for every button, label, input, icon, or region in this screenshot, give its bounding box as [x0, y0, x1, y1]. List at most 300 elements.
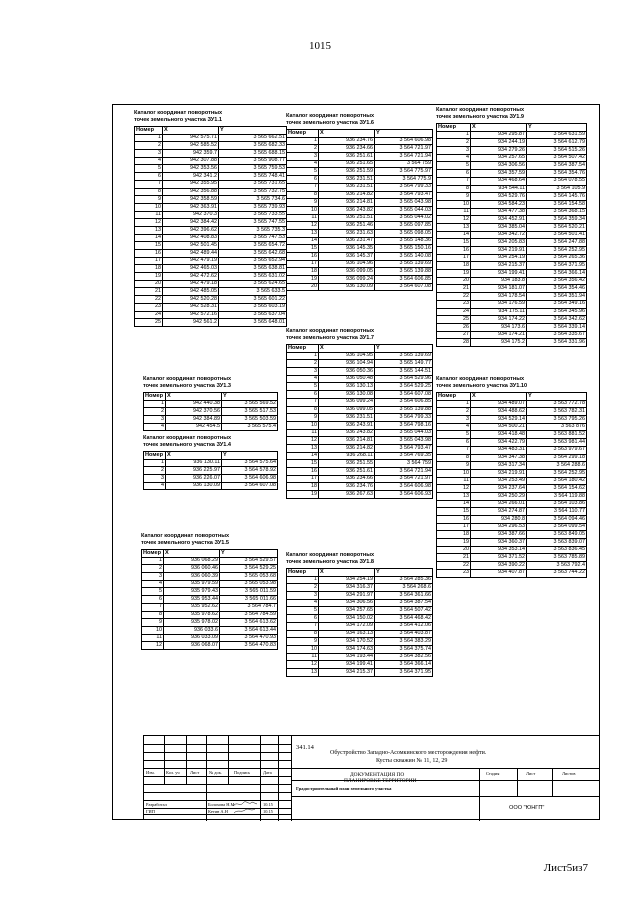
table-header-row [142, 550, 278, 558]
doc-title-line-2: ПЛАНИРОВКЕ ТЕРРИТОРИИ [344, 778, 417, 784]
coord-y: 3 564 606.85 [375, 276, 433, 284]
point-number: 25 [437, 316, 471, 324]
table-row [437, 400, 587, 408]
point-number: 21 [135, 288, 163, 296]
table-row [135, 211, 287, 219]
coordinates-table [286, 568, 433, 677]
table-row [437, 131, 587, 139]
coord-x: 936 145.37 [319, 253, 375, 261]
coord-x: 934 489.07 [471, 400, 527, 408]
sheets-total-header: Листов [562, 771, 576, 776]
point-number: 11 [437, 477, 471, 485]
table-row [437, 431, 587, 439]
table-row [437, 270, 587, 278]
catalog-zu14 [143, 435, 278, 490]
coord-y: 3 564 606.98 [222, 475, 278, 483]
point-number: 20 [437, 546, 471, 554]
table-row [437, 523, 587, 531]
column-header-num: Номер [287, 345, 319, 353]
point-number: 3 [142, 573, 164, 581]
coord-y: 3 564 265.36 [527, 254, 587, 262]
table-row [144, 459, 278, 467]
coord-y: 3 565 732.75 [219, 188, 287, 196]
coord-y: 3 564 507.42 [375, 607, 433, 615]
point-number: 6 [135, 173, 163, 181]
role-developer: Разработал [146, 802, 167, 807]
coord-x: 936 251.51 [319, 214, 375, 222]
role-chief-engineer: ГИП [146, 809, 155, 814]
point-number: 17 [437, 523, 471, 531]
coord-y: 3 565 731.65 [219, 180, 287, 188]
coord-x: 942 307.88 [163, 157, 219, 165]
point-number: 24 [437, 308, 471, 316]
point-number: 16 [135, 250, 163, 258]
column-header-num: Номер [287, 569, 319, 577]
signature-2-icon [232, 807, 258, 815]
point-number: 7 [437, 177, 471, 185]
coord-x: 934 219.91 [471, 247, 527, 255]
header-doc-number: № док. [209, 770, 222, 775]
doc-title-line-1: ДОКУМЕНТАЦИЯ ПО [350, 772, 405, 778]
catalog-title [286, 552, 433, 566]
table-row [287, 237, 433, 245]
catalog-title-line: точек земельного участка ЗУ1.1 [134, 117, 222, 123]
table-row [287, 276, 433, 284]
coordinates-table [143, 451, 278, 490]
coord-x: 934 181.07 [471, 285, 527, 293]
point-number: 7 [437, 446, 471, 454]
coord-y: 3 564 606.85 [375, 398, 433, 406]
coord-x: 942 358.59 [163, 196, 219, 204]
point-number: 1 [437, 131, 471, 139]
table-header-row [287, 345, 433, 353]
coord-y: 3 564 759 [375, 460, 433, 468]
column-header-y: Y [527, 124, 587, 132]
catalog-zu11 [134, 110, 287, 327]
catalog-title-line: Каталог координат поворотных [436, 107, 525, 113]
table-row [287, 661, 433, 669]
column-header-y: Y [222, 452, 278, 460]
point-number: 5 [287, 607, 319, 615]
coord-x: 934 250.29 [471, 492, 527, 500]
table-row [437, 516, 587, 524]
table-row [287, 391, 433, 399]
coord-y: 3 564 784.59 [220, 611, 278, 619]
point-number: 8 [135, 188, 163, 196]
column-header-num: Номер [135, 127, 163, 135]
coord-x: 934 205.83 [471, 239, 527, 247]
table-row [287, 483, 433, 491]
coord-x: 934 500.21 [471, 423, 527, 431]
page-number: 1015 [309, 40, 331, 52]
coord-x: 936 226.07 [166, 475, 222, 483]
coord-y: 3 564 371.95 [527, 262, 587, 270]
coord-x: 936 214.82 [319, 444, 375, 452]
coord-y: 3 565 044.03 [375, 206, 433, 214]
coord-y: 3 564 578.92 [222, 467, 278, 475]
table-row [287, 368, 433, 376]
coord-y: 3 564 180.42 [527, 477, 587, 485]
project-line-2: Кусты скважин № 11, 12, 29 [376, 758, 448, 764]
point-number: 9 [142, 619, 164, 627]
coord-x: 936 234.66 [319, 475, 375, 483]
coord-x: 936 231.51 [319, 176, 375, 184]
coord-x: 935 979.43 [164, 588, 220, 596]
point-number: 6 [437, 439, 471, 447]
coord-x: 934 257.65 [319, 607, 375, 615]
point-number: 8 [437, 185, 471, 193]
coord-y: 3 564 769.35 [375, 452, 433, 460]
coord-x: 935 979.59 [164, 580, 220, 588]
coord-y: 3 565 601.22 [219, 296, 287, 304]
coord-y: 3 564 529.57 [220, 557, 278, 565]
point-number: 13 [135, 226, 163, 234]
coord-x: 934 237.64 [471, 485, 527, 493]
coord-x: 934 172.09 [319, 622, 375, 630]
table-row [135, 173, 287, 181]
table-row [287, 607, 433, 615]
coord-y: 3 563 849.05 [527, 531, 587, 539]
coord-y: 3 565 503.59 [222, 416, 278, 424]
coord-x: 936 130.11 [166, 459, 222, 467]
coord-y: 3 564 799.33 [375, 414, 433, 422]
table-row [142, 611, 278, 619]
point-number: 12 [287, 661, 319, 669]
catalog-title-line: точек земельного участка ЗУ1.8 [286, 559, 374, 565]
point-number: 10 [135, 203, 163, 211]
coord-y: 3 564 612.79 [527, 139, 587, 147]
point-number: 11 [287, 429, 319, 437]
catalog-title [436, 107, 587, 121]
table-row [287, 191, 433, 199]
coord-x: 934 353.14 [471, 546, 527, 554]
coord-x: 936 268.11 [319, 452, 375, 460]
point-number: 2 [437, 408, 471, 416]
point-number: 3 [287, 153, 319, 161]
coord-x: 936 033.09 [164, 634, 220, 642]
coord-y: 3 564 721.94 [375, 153, 433, 161]
header-list: Лист [190, 770, 200, 775]
table-row [287, 475, 433, 483]
stage-header: Стадия [486, 771, 500, 776]
coord-x: 935 953.44 [164, 596, 220, 604]
coord-x: 934 422.79 [471, 439, 527, 447]
coord-y: 3 565 575.4 [222, 423, 278, 431]
table-row [287, 222, 433, 230]
coord-x: 934 347.38 [471, 454, 527, 462]
point-number: 4 [287, 599, 319, 607]
column-header-num: Номер [144, 452, 166, 460]
coord-y: 3 564 529.25 [220, 565, 278, 573]
coord-x: 934 174.21 [471, 331, 527, 339]
point-number: 2 [142, 565, 164, 573]
coord-x: 934 257.65 [471, 154, 527, 162]
coordinates-table [286, 344, 433, 499]
point-number: 2 [437, 139, 471, 147]
table-row [437, 177, 587, 185]
coordinates-table [141, 549, 278, 650]
point-number: 15 [437, 239, 471, 247]
column-header-y: Y [527, 393, 587, 401]
point-number: 3 [135, 150, 163, 158]
coord-x: 936 099.05 [319, 268, 375, 276]
table-row [437, 223, 587, 231]
coord-y: 3 564 470.83 [220, 642, 278, 650]
coord-x: 942 575.71 [163, 134, 219, 142]
table-row [287, 206, 433, 214]
table-row [437, 147, 587, 155]
point-number: 19 [287, 491, 319, 499]
table-row [437, 308, 587, 316]
point-number: 19 [287, 276, 319, 284]
point-number: 24 [135, 311, 163, 319]
point-number: 6 [142, 596, 164, 604]
table-row [437, 185, 587, 193]
table-row [287, 145, 433, 153]
coord-y: 3 564 247.88 [527, 239, 587, 247]
point-number: 10 [287, 206, 319, 214]
column-header-x: X [163, 127, 219, 135]
table-row [437, 469, 587, 477]
coord-x: 934 174.22 [471, 316, 527, 324]
coord-x: 942 472.62 [163, 273, 219, 281]
coord-x: 934 176.59 [471, 300, 527, 308]
column-header-x: X [166, 452, 222, 460]
coord-y: 3 565 053.68 [220, 573, 278, 581]
coord-y: 3 564 366.14 [375, 661, 433, 669]
point-number: 1 [287, 137, 319, 145]
table-row [437, 285, 587, 293]
coord-x: 934 529.76 [471, 193, 527, 201]
coord-y: 3 564 529.25 [375, 383, 433, 391]
table-row [287, 268, 433, 276]
coord-y: 3 564 119.88 [527, 492, 587, 500]
table-row [287, 653, 433, 661]
coord-x: 934 178.54 [471, 293, 527, 301]
coord-x: 942 359.7 [163, 150, 219, 158]
coordinates-table [286, 129, 433, 291]
table-row [142, 565, 278, 573]
point-number: 4 [144, 423, 166, 431]
coord-y: 3 564 252.95 [527, 469, 587, 477]
coord-x: 936 130.09 [166, 482, 222, 490]
coord-y: 3 564 342.62 [527, 316, 587, 324]
coord-x: 934 360.37 [471, 539, 527, 547]
column-header-x: X [319, 130, 375, 138]
coord-y: 3 564 299.18 [527, 454, 587, 462]
coord-y: 3 565 733.55 [219, 211, 287, 219]
point-number: 16 [437, 516, 471, 524]
coord-x: 942 572.16 [163, 311, 219, 319]
table-row [135, 303, 287, 311]
coord-x: 934 175.11 [471, 308, 527, 316]
coord-x: 934 342.72 [471, 231, 527, 239]
coord-y: 3 564 339.14 [527, 323, 587, 331]
point-number: 17 [135, 257, 163, 265]
coord-x: 934 306.56 [319, 599, 375, 607]
table-header-row [135, 127, 287, 135]
coord-y: 3 564 154.62 [527, 485, 587, 493]
table-row [287, 153, 433, 161]
coord-x: 934 215.37 [471, 262, 527, 270]
coord-y: 3 565 631.02 [219, 273, 287, 281]
column-header-x: X [164, 550, 220, 558]
table-row [142, 580, 278, 588]
coord-y: 3 565 044.03 [375, 429, 433, 437]
point-number: 5 [287, 168, 319, 176]
table-row [287, 599, 433, 607]
coord-y: 3 564 368.15 [527, 208, 587, 216]
point-number: 11 [287, 214, 319, 222]
table-row [437, 139, 587, 147]
coord-y: 3 565 748.41 [219, 173, 287, 181]
coord-y: 3 564 631.59 [527, 131, 587, 139]
table-row [287, 398, 433, 406]
table-header-row [144, 452, 278, 460]
table-row [287, 183, 433, 191]
coord-y: 3 565 140.08 [375, 253, 433, 261]
coord-y: 3 565 747.55 [219, 219, 287, 227]
point-number: 7 [287, 398, 319, 406]
coord-y: 3 565 739.93 [219, 203, 287, 211]
coord-x: 942 363.91 [163, 203, 219, 211]
coord-y: 3 564 383.29 [375, 638, 433, 646]
coord-x: 942 370.3 [163, 211, 219, 219]
point-number: 19 [437, 270, 471, 278]
point-number: 1 [144, 400, 166, 408]
coord-y: 3 564 288.6 [527, 462, 587, 470]
table-row [142, 603, 278, 611]
table-row [287, 584, 433, 592]
table-row [287, 352, 433, 360]
coord-x: 942 454.5 [166, 423, 222, 431]
catalog-zu15 [141, 533, 278, 650]
coord-y: 3 565 150.16 [375, 245, 433, 253]
coord-x: 934 175.2 [471, 339, 527, 347]
point-number: 8 [287, 191, 319, 199]
point-number: 20 [287, 283, 319, 291]
coord-x: 942 465.03 [163, 265, 219, 273]
organization: ООО "ЮНГП" [509, 805, 545, 811]
catalog-title-line: Каталог координат поворотных [143, 376, 232, 382]
point-number: 4 [135, 157, 163, 165]
table-row [287, 406, 433, 414]
coord-x: 936 068.07 [164, 642, 220, 650]
coord-x: 942 396.62 [163, 226, 219, 234]
coord-x: 936 130.08 [319, 391, 375, 399]
coord-y: 3 563 744.22 [527, 569, 587, 577]
table-row [437, 569, 587, 577]
point-number: 11 [437, 208, 471, 216]
coord-x: 936 231.51 [319, 414, 375, 422]
coord-x: 934 170.52 [319, 638, 375, 646]
point-number: 18 [437, 262, 471, 270]
table-row [287, 615, 433, 623]
point-number: 1 [142, 557, 164, 565]
coord-x: 934 163.13 [319, 630, 375, 638]
coord-y: 3 565 139.69 [375, 260, 433, 268]
coord-y: 3 564 345.96 [527, 308, 587, 316]
coord-y: 3 565 569.52 [222, 400, 278, 408]
table-row [437, 485, 587, 493]
table-row [287, 253, 433, 261]
coord-y: 3 564 331.96 [527, 339, 587, 347]
table-row [287, 199, 433, 207]
column-header-x: X [166, 393, 222, 401]
point-number: 11 [135, 211, 163, 219]
coord-y: 3 565 053.98 [220, 580, 278, 588]
coord-y: 3 565 654.72 [219, 242, 287, 250]
coord-y: 3 564 412.06 [375, 622, 433, 630]
point-number: 1 [437, 400, 471, 408]
table-row [135, 280, 287, 288]
table-row [135, 196, 287, 204]
table-row [144, 467, 278, 475]
coord-x: 936 234.76 [319, 483, 375, 491]
coord-x: 934 371.52 [471, 554, 527, 562]
catalog-title [286, 113, 433, 127]
table-row [144, 400, 278, 408]
point-number: 2 [135, 142, 163, 150]
point-number: 1 [144, 459, 166, 467]
coord-y: 3 565 759.53 [219, 165, 287, 173]
table-row [437, 539, 587, 547]
table-row [287, 429, 433, 437]
table-row [287, 137, 433, 145]
coord-y: 3 565 688.15 [219, 150, 287, 158]
point-number: 27 [437, 331, 471, 339]
point-number: 7 [287, 183, 319, 191]
coord-y: 3 565 652.94 [219, 257, 287, 265]
coord-y: 3 564 351.94 [527, 293, 587, 301]
table-row [437, 170, 587, 178]
catalog-zu16 [286, 113, 433, 291]
coord-x: 936 234.66 [319, 145, 375, 153]
coord-x: 936 243.91 [319, 421, 375, 429]
catalog-title [134, 110, 287, 124]
point-number: 18 [437, 531, 471, 539]
point-number: 23 [437, 300, 471, 308]
table-row [287, 576, 433, 584]
point-number: 16 [437, 247, 471, 255]
coord-x: 934 183.8 [471, 277, 527, 285]
point-number: 9 [437, 462, 471, 470]
coord-x: 934 488.62 [471, 408, 527, 416]
point-number: 6 [287, 615, 319, 623]
coord-y: 3 564 403.87 [375, 630, 433, 638]
coord-y: 3 563 979.67 [527, 446, 587, 454]
coord-y: 3 565 098.05 [375, 229, 433, 237]
point-number: 19 [135, 273, 163, 281]
table-row [437, 239, 587, 247]
point-number: 22 [437, 293, 471, 301]
column-header-num: Номер [437, 124, 471, 132]
point-number: 13 [287, 229, 319, 237]
coord-x: 942 489.44 [163, 250, 219, 258]
coord-y: 3 563 782.31 [527, 408, 587, 416]
coord-y: 3 565 735.3 [219, 226, 287, 234]
coord-y: 3 564 099.54 [527, 523, 587, 531]
catalog-title [143, 435, 278, 449]
coord-x: 934 529.14 [471, 416, 527, 424]
coord-x: 935 978.62 [164, 611, 220, 619]
catalog-title-line: точек земельного участка ЗУ1.9 [436, 114, 524, 120]
coord-x: 936 130.13 [319, 383, 375, 391]
coord-x: 942 528.31 [163, 303, 219, 311]
coord-x: 936 251.46 [319, 222, 375, 230]
point-number: 2 [287, 584, 319, 592]
point-number: 8 [287, 406, 319, 414]
